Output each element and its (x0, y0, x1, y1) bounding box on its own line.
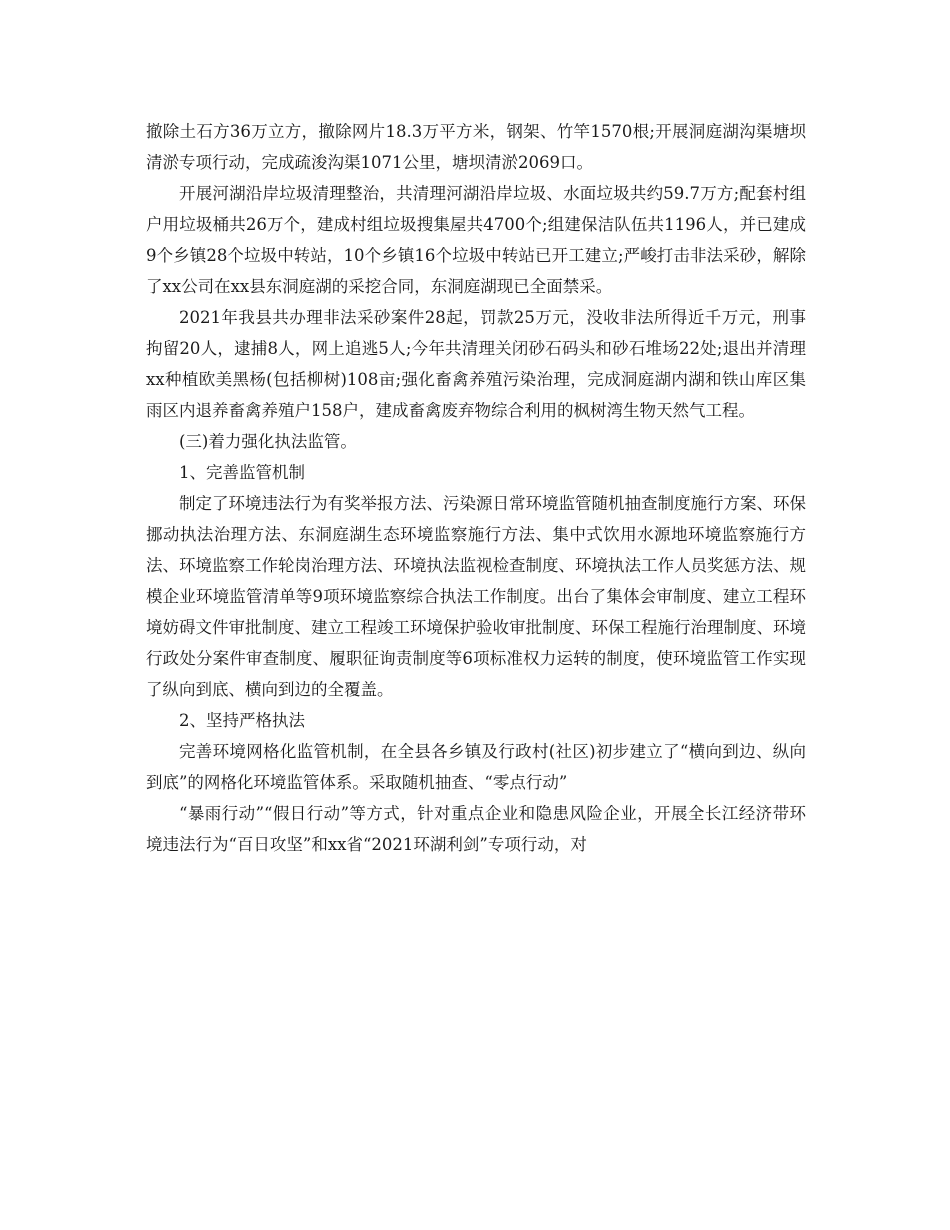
subheading-supervision-mechanism: 1、完善监管机制 (179, 463, 305, 482)
paragraph-garbage-cleanup: 开展河湖沿岸垃圾清理整治，共清理河湖沿岸垃圾、水面垃圾共约59.7万方;配套村组户用垃圾桶共26万个，建成村组垃圾搜集屋共4700个;组建保洁队伍共1196人，并已建成9个乡镇28个垃圾中转站，10个乡镇16个垃圾中转站已开工建立;严峻打击非法采砂，解除了xx公司在xx县东洞庭湖的采挖合同，东洞庭湖现已全面禁采。 (146, 184, 806, 296)
paragraph-illegal-sand-mining: 2021年我县共办理非法采砂案件28起，罚款25万元，没收非法所得近千万元，刑事拘留20人，逮捕8人，网上追逃5人;今年共清理关闭砂石码头和砂石堆场22处;退出并清理xx种植欧美黑杨(包括柳树)108亩;强化畜禽养殖污染治理，完成洞庭湖内湖和铁山库区集雨区内退养畜禽养殖户158户，建成畜禽废弃物综合利用的枫树湾生物天然气工程。 (146, 308, 806, 420)
subheading-strict-enforcement: 2、坚持严格执法 (179, 711, 305, 730)
paragraph-grid-supervision: 完善环境网格化监管机制，在全县各乡镇及行政村(社区)初步建立了“横向到边、纵向到底”的网格化环境监管体系。采取随机抽查、“零点行动” (146, 742, 806, 792)
paragraph-supervision-systems: 制定了环境违法行为有奖举报方法、污染源日常环境监管随机抽查制度施行方案、环保挪动执法治理方法、东洞庭湖生态环境监察施行方法、集中式饮用水源地环境监察施行方法、环境监察工作轮岗治理方法、环境执法监视检查制度、环境执法工作人员奖惩方法、规模企业环境监管清单等9项环境监察综合执法工作制度。出台了集体会审制度、建立工程环境妨碍文件审批制度、建立工程竣工环境保护验收审批制度、环保工程施行治理制度、环境行政处分案件审查制度、履职征询责制度等6项标准权力运转的制度，使环境监管工作实现了纵向到底、横向到边的全覆盖。 (146, 494, 806, 699)
paragraph-demolition-stats: 撤除土石方36万立方，撤除网片18.3万平方米，钢架、竹竿1570根;开展洞庭湖沟渠塘坝清淤专项行动，完成疏浚沟渠1071公里，塘坝清淤2069口。 (146, 122, 806, 172)
section-heading-enforcement: (三)着力强化执法监管。 (179, 432, 357, 451)
document-body (146, 116, 806, 860)
paragraph-special-actions: “暴雨行动”“假日行动”等方式，针对重点企业和隐患风险企业，开展全长江经济带环境违法行为“百日攻坚”和xx省“2021环湖利剑”专项行动，对 (146, 804, 806, 854)
